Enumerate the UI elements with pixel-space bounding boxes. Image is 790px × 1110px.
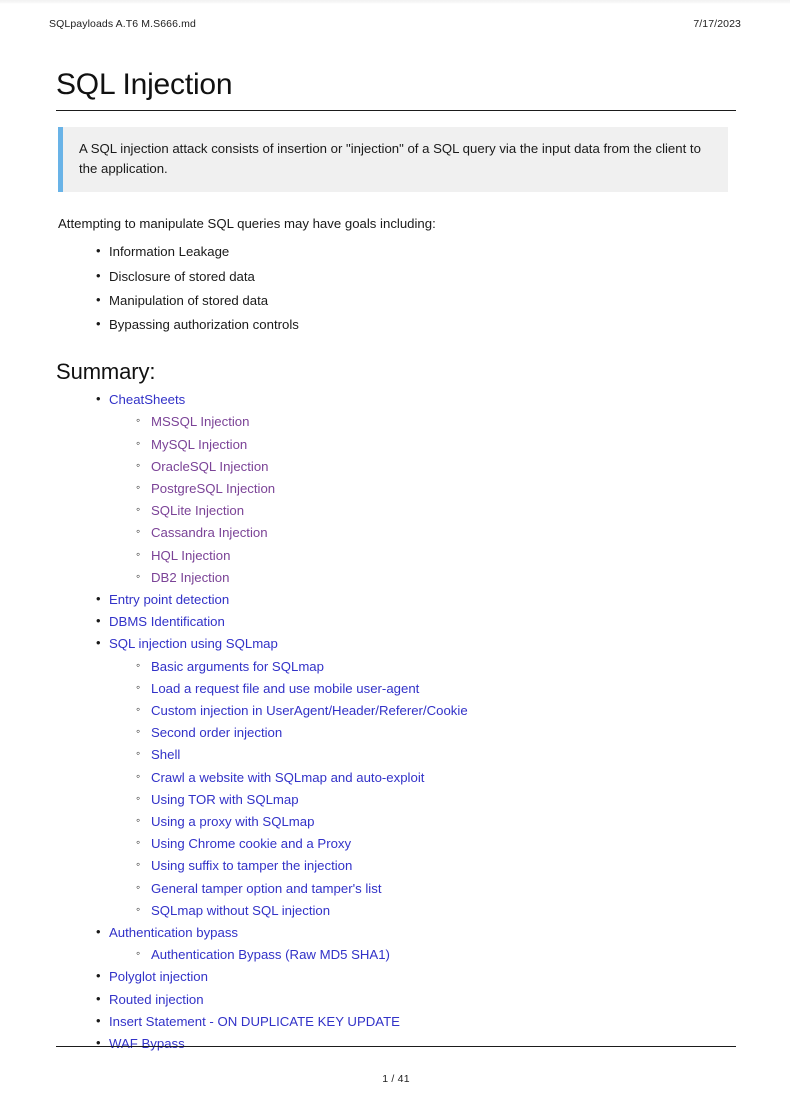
- toc-sub-item: [136, 704, 738, 717]
- toc-sublist: [109, 948, 738, 961]
- toc-sub-item: [136, 549, 738, 562]
- toc-sub-item: [136, 948, 738, 961]
- toc-link[interactable]: WAF Bypass: [109, 1036, 185, 1051]
- toc-sub-item: [136, 526, 738, 539]
- toc-sub-item: [136, 460, 738, 473]
- header-file-name: SQLpayloads A.T6 M.S666.md: [49, 18, 196, 30]
- toc-sublist: [109, 660, 738, 917]
- toc-item: [96, 393, 738, 584]
- toc-link[interactable]: Insert Statement - ON DUPLICATE KEY UPDATE: [109, 1013, 400, 1029]
- toc-sub-item: [136, 815, 738, 828]
- summary-heading: Summary:: [56, 359, 156, 385]
- toc-sub-link[interactable]: DB2 Injection: [151, 569, 230, 585]
- toc-link[interactable]: Polyglot injection: [109, 969, 208, 985]
- toc-sublist: [109, 415, 738, 584]
- running-header: [49, 18, 741, 30]
- toc-item: [96, 1015, 738, 1028]
- toc-sub-item: [136, 438, 738, 451]
- goal-list-item: • Disclosure of stored data: [96, 270, 738, 283]
- toc-sub-item: [136, 660, 738, 673]
- goal-list-item: • Bypassing authorization controls: [96, 318, 738, 331]
- toc-item: [96, 637, 738, 917]
- toc-sub-link[interactable]: Load a request file and use mobile user-agent: [151, 680, 420, 696]
- toc-sub-item: [136, 571, 738, 584]
- toc-item: [96, 615, 738, 628]
- definition-callout: [58, 127, 728, 192]
- toc-link[interactable]: Entry point detection: [109, 591, 230, 607]
- intro-paragraph: Attempting to manipulate SQL queries may have goals including:: [58, 215, 436, 231]
- toc-sub-link[interactable]: Using suffix to tamper the injection: [151, 858, 353, 874]
- goal-list-item: • Manipulation of stored data: [96, 294, 738, 307]
- toc-sub-link[interactable]: Basic arguments for SQLmap: [151, 658, 324, 674]
- toc-sub-item: [136, 415, 738, 428]
- toc-sub-link[interactable]: Second order injection: [151, 725, 283, 741]
- toc-link[interactable]: Routed injection: [109, 991, 204, 1007]
- toc-link[interactable]: CheatSheets: [109, 392, 186, 408]
- toc-sub-link[interactable]: Shell: [151, 747, 181, 763]
- toc-sub-link[interactable]: HQL Injection: [151, 547, 231, 563]
- toc-sub-item: [136, 837, 738, 850]
- toc-sub-item: [136, 726, 738, 739]
- callout-text: A SQL injection attack consists of insertion or "injection" of a SQL query via the input data from the client to the application.: [79, 140, 701, 177]
- toc-sub-link[interactable]: PostgreSQL Injection: [151, 480, 276, 496]
- running-footer: [56, 1046, 736, 1085]
- toc-sub-item: [136, 904, 738, 917]
- toc-item: [96, 993, 738, 1006]
- footer-divider: [56, 1046, 736, 1047]
- toc-item: [96, 926, 738, 961]
- toc-sub-item: [136, 682, 738, 695]
- toc-sub-link[interactable]: SQLmap without SQL injection: [151, 902, 331, 918]
- toc-sub-link[interactable]: Cassandra Injection: [151, 525, 268, 541]
- toc-sub-link[interactable]: Using TOR with SQLmap: [151, 791, 299, 807]
- goals-list: [56, 245, 738, 331]
- toc-sub-item: [136, 748, 738, 761]
- toc-link[interactable]: SQL injection using SQLmap: [109, 636, 278, 652]
- toc-sub-item: [136, 504, 738, 517]
- toc-sub-link[interactable]: MSSQL Injection: [151, 414, 250, 430]
- toc-link[interactable]: DBMS Identification: [109, 614, 225, 630]
- toc-sub-item: [136, 771, 738, 784]
- toc-sub-link[interactable]: General tamper option and tamper's list: [151, 880, 382, 896]
- toc-sub-link[interactable]: MySQL Injection: [151, 436, 248, 452]
- toc-sub-link[interactable]: SQLite Injection: [151, 503, 245, 519]
- toc-sub-link[interactable]: OracleSQL Injection: [151, 458, 269, 474]
- toc-item: [96, 593, 738, 606]
- toc-link[interactable]: Authentication bypass: [109, 924, 239, 940]
- summary-toc-list: [56, 393, 738, 1050]
- toc-sub-link[interactable]: Authentication Bypass (Raw MD5 SHA1): [151, 947, 390, 963]
- toc-sub-item: [136, 882, 738, 895]
- toc-sub-item: [136, 859, 738, 872]
- toc-sub-link[interactable]: Using a proxy with SQLmap: [151, 813, 315, 829]
- toc-sub-link[interactable]: Crawl a website with SQLmap and auto-exploit: [151, 769, 425, 785]
- page-title: SQL Injection: [56, 68, 736, 111]
- page-top-edge: [0, 0, 790, 4]
- toc-sub-link[interactable]: Custom injection in UserAgent/Header/Referer/Cookie: [151, 702, 468, 718]
- header-date: 7/17/2023: [693, 18, 741, 30]
- document-content: [56, 68, 738, 1059]
- toc-item: [96, 970, 738, 983]
- toc-sub-item: [136, 482, 738, 495]
- toc-sub-link[interactable]: Using Chrome cookie and a Proxy: [151, 836, 352, 852]
- page-number: 1 / 41: [382, 1073, 410, 1085]
- toc-sub-item: [136, 793, 738, 806]
- goal-list-item: • Information Leakage: [96, 245, 738, 258]
